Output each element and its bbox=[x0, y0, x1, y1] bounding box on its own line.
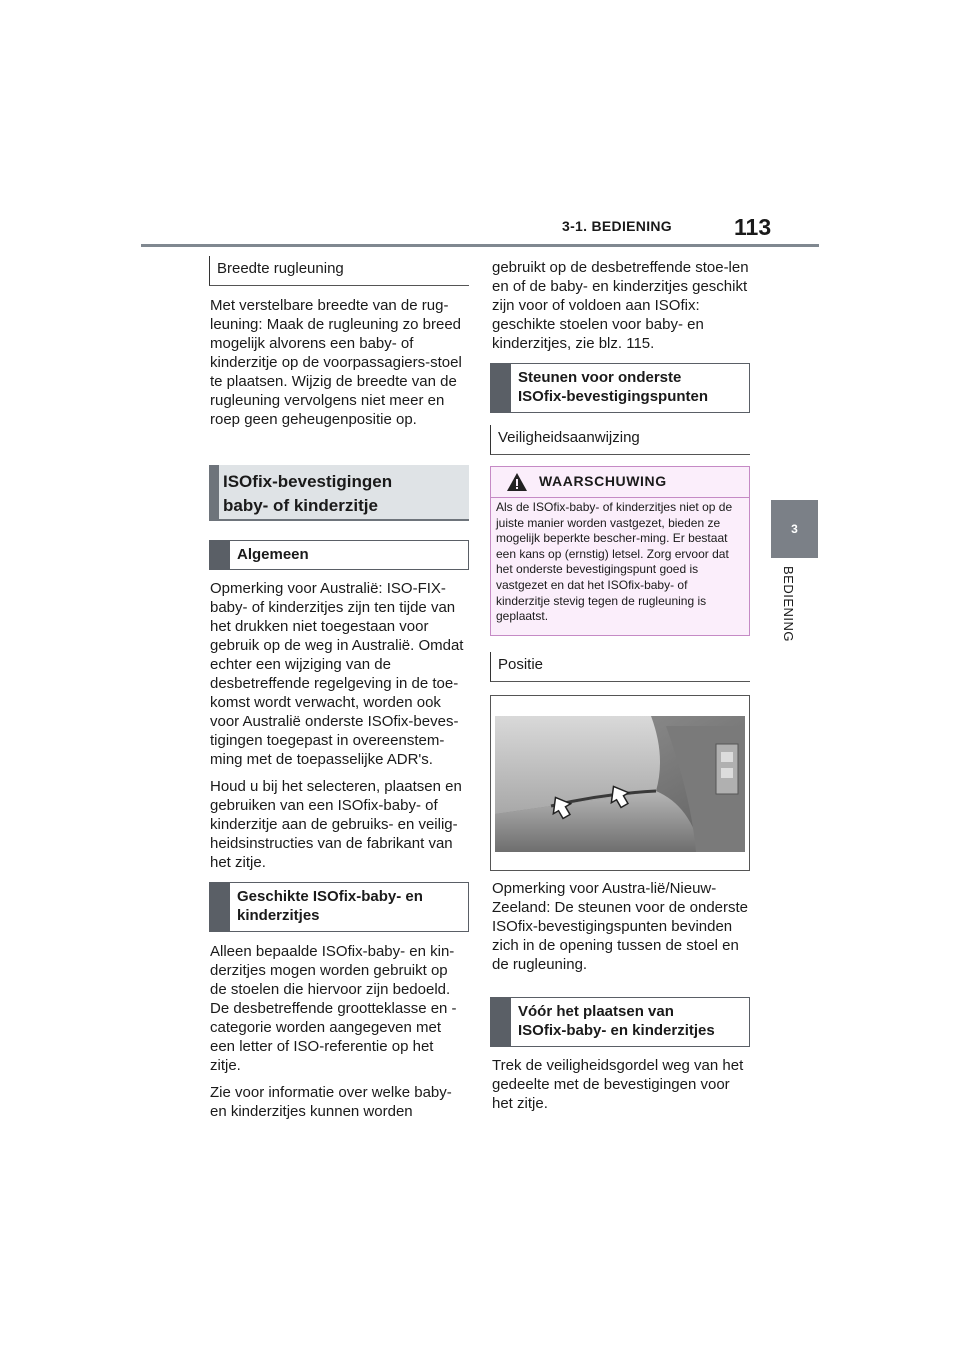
paragraph-algemeen-1: Opmerking voor Australië: ISO-FIX-baby- of kinderzitjes zijn ten tijde van het drukken niet toegestaan voor gebruik op de weg in Australië. Omdat echter een wijziging van de desbetreffende regelgeving in de toe-komst wordt verwacht, worden ook voor Australië onderste ISOfix-beves-tigingen toegepast in overeenstem-ming met de toepasselijke ADR's. bbox=[210, 580, 464, 768]
header-rule bbox=[141, 244, 819, 247]
chapter-tab: 3 bbox=[771, 500, 818, 558]
geschikte-body bbox=[210, 942, 468, 1121]
paragraph-breedte: Met verstelbare breedte van de rug-leuning: Maak de rugleuning zo breed mogelijk alvorens een baby- of kinderzitje op de voorpassagiers-stoel te plaatsen. Wijzig de breedte van de rugleuning vervolgens niet meer en roep geen geheugenpositie op. bbox=[210, 297, 462, 428]
paragraph-continued: gebruikt op de desbetreffende stoe-len en of de baby- en kinderzitjes geschikt zijn voor of voldoen aan ISOfix: geschikte stoelen voor baby- en kinderzitjes, zie blz. 115. bbox=[492, 259, 749, 352]
warning-triangle-icon bbox=[506, 472, 528, 492]
chapter-label: BEDIENING bbox=[781, 566, 796, 643]
paragraph-geschikte-1: Alleen bepaalde ISOfix-baby- en kin-derzitjes mogen worden gebruikt op de stoelen die hiervoor zijn bedoeld. De desbetreffende grootteklasse en -categorie worden aangegeven met een letter of ISO-referentie op het zitje. bbox=[210, 943, 457, 1074]
main-heading-line1: ISOfix-bevestigingen bbox=[223, 472, 393, 491]
heading-positie: Positie bbox=[490, 652, 750, 682]
warning-text: Als de ISOfix-baby- of kinderzitjes niet op de juiste manier worden vastgezet, bieden ze mogelijk beperkte bescher-ming. Er bestaat een kans op (ernstig) letsel. Zorg ervoor dat het onderste bevestigingspunt goed is vastgezet en dat het ISOfix-baby- of kinderzitje stevig tegen de rugleuning is geplaatst. bbox=[496, 500, 733, 624]
photo-caption: Opmerking voor Austra-lië/Nieuw-Zeeland: De steunen voor de onderste ISOfix-bevestigingspunten bevinden zich in de opening tussen de stoel en de rugleuning. bbox=[492, 880, 749, 973]
heading-steunen: Steunen voor onderste ISOfix-bevestigingspunten bbox=[490, 363, 750, 413]
warning-title: WAARSCHUWING bbox=[539, 473, 667, 489]
main-section-heading bbox=[209, 465, 469, 521]
paragraph-algemeen-2: Houd u bij het selecteren, plaatsen en gebruiken van een ISOfix-baby- of kinderzitje aan de gebruiks- en veilig-heidsinstructies van de fabrikant van het zitje. bbox=[210, 778, 462, 871]
heading-algemeen: Algemeen bbox=[209, 540, 469, 570]
heading-voor-het-plaatsen: Vóór het plaatsen van ISOfix-baby- en kinderzitjes bbox=[490, 997, 750, 1047]
heading-geschikte-zitjes: Geschikte ISOfix-baby- en kinderzitjes bbox=[209, 882, 469, 932]
section-title: 3-1. BEDIENING bbox=[562, 218, 672, 234]
algemeen-body bbox=[210, 579, 468, 872]
heading-veiligheidsaanwijzing: Veiligheidsaanwijzing bbox=[490, 425, 750, 455]
heading-bar bbox=[209, 465, 219, 519]
paragraph-voor-het-plaatsen: Trek de veiligheidsgordel weg van het gedeelte met de bevestigingen voor het zitje. bbox=[492, 1057, 744, 1112]
seat-illustration bbox=[491, 696, 749, 870]
page-number: 113 bbox=[734, 214, 772, 240]
paragraph-geschikte-2: Zie voor informatie over welke baby- en kinderzitjes kunnen worden bbox=[210, 1084, 452, 1120]
heading-breedte-rugleuning: Breedte rugleuning bbox=[209, 256, 469, 286]
main-heading-line2: baby- of kinderzitje bbox=[223, 496, 378, 515]
warning-box bbox=[490, 466, 750, 636]
seat-photo bbox=[490, 695, 750, 871]
